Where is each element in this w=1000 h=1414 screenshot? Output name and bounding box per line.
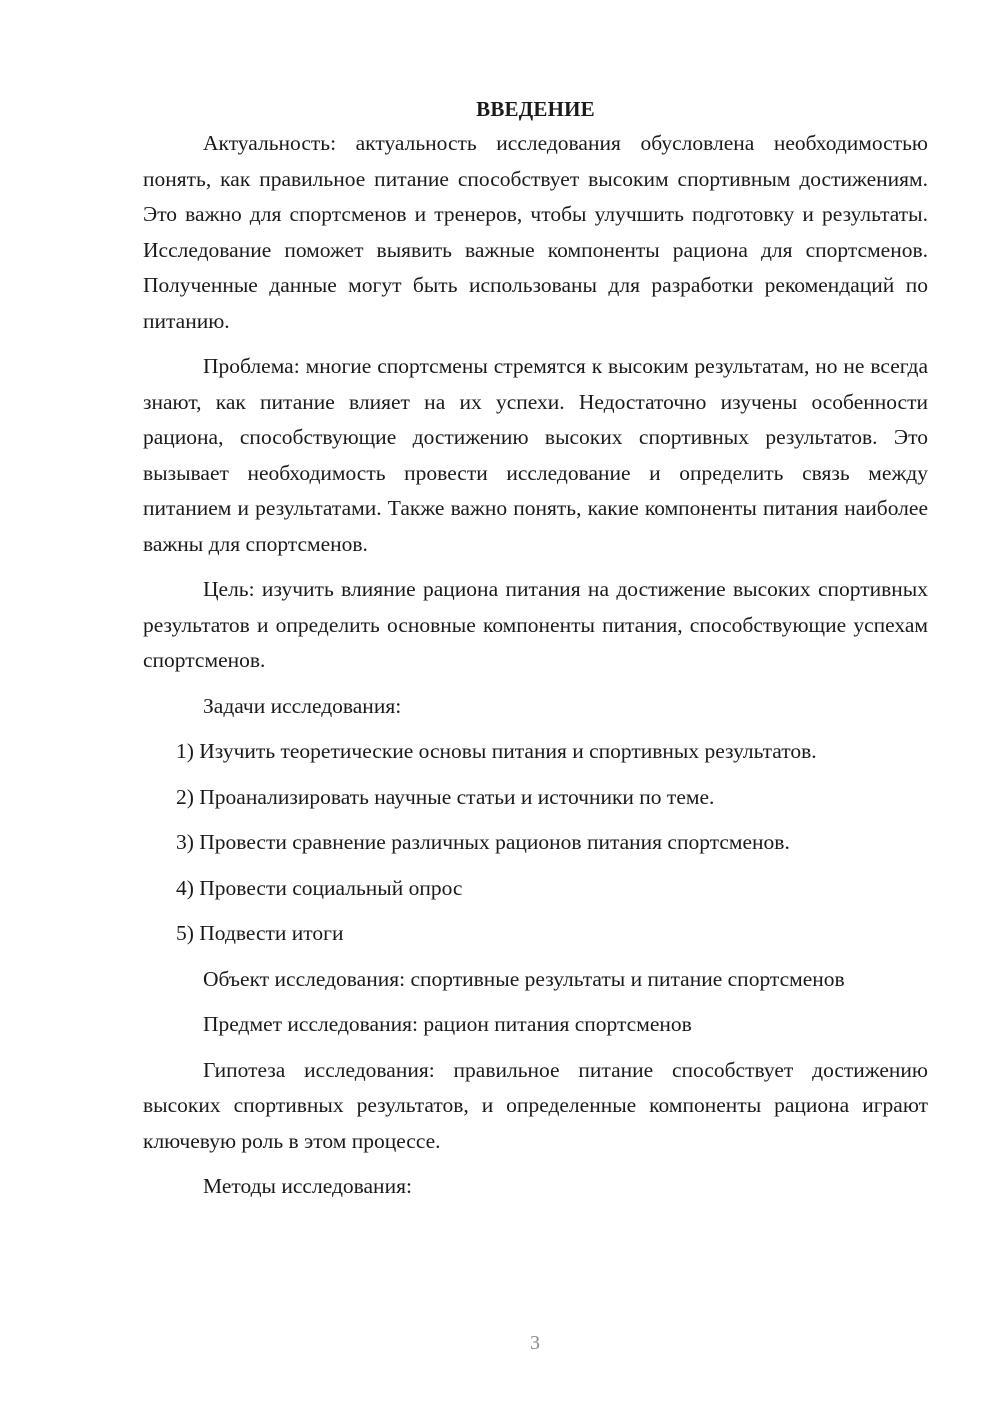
object-paragraph: Объект исследования: спортивные результаты и питание спортсменов [203, 966, 845, 991]
page-number: 3 [530, 1332, 540, 1354]
tasks-title: Задачи исследования: [203, 693, 402, 718]
task-item: 2) Проанализировать научные статьи и источники по теме. [176, 784, 715, 809]
subject-paragraph: Предмет исследования: рацион питания спортсменов [203, 1012, 692, 1036]
hypothesis-paragraph: Гипотеза исследования: правильное питание способствует достижению высоких спортивных результатов, и определенные компоненты рациона играют ключевую роль в этом процессе. [143, 1057, 928, 1153]
task-item: 5) Подвести итоги [176, 921, 344, 945]
methods-paragraph: Методы исследования: [203, 1174, 412, 1198]
task-item: 4) Провести социальный опрос [176, 875, 463, 900]
goal-paragraph: Цель: изучить влияние рациона питания на достижение высоких спортивных результатов и определить основные компоненты питания, способствующие успехам спортсменов. [143, 577, 928, 672]
task-item: 1) Изучить теоретические основы питания и спортивных результатов. [176, 739, 817, 763]
relevance-paragraph: Актуальность: актуальность исследования обусловлена необходимостью понять, как правильное питание способствует высоким спортивным достижениям. Это важно для спортсменов и тренеров, чтобы улучшить подготовку и результаты. Исследование поможет выявить важные компоненты рациона для спортсменов. Полученные данные могут быть использованы для разработки рекомендаций по питанию. [143, 131, 928, 333]
problem-paragraph: Проблема: многие спортсмены стремятся к высоким результатам, но не всегда знают, как питание влияет на их успехи. Недостаточно изучены особенности рациона, способствующие достижению высоких спортивных результатов. Это вызывает необходимость провести исследование и определить связь между питанием и результатами. Также важно понять, какие компоненты питания наиболее важны для спортсменов. [143, 354, 928, 556]
tasks-list [143, 734, 928, 952]
section-heading: ВВЕДЕНИЕ [476, 97, 595, 121]
document-page [143, 92, 928, 1215]
task-item: 3) Провести сравнение различных рационов питания спортсменов. [176, 830, 790, 854]
